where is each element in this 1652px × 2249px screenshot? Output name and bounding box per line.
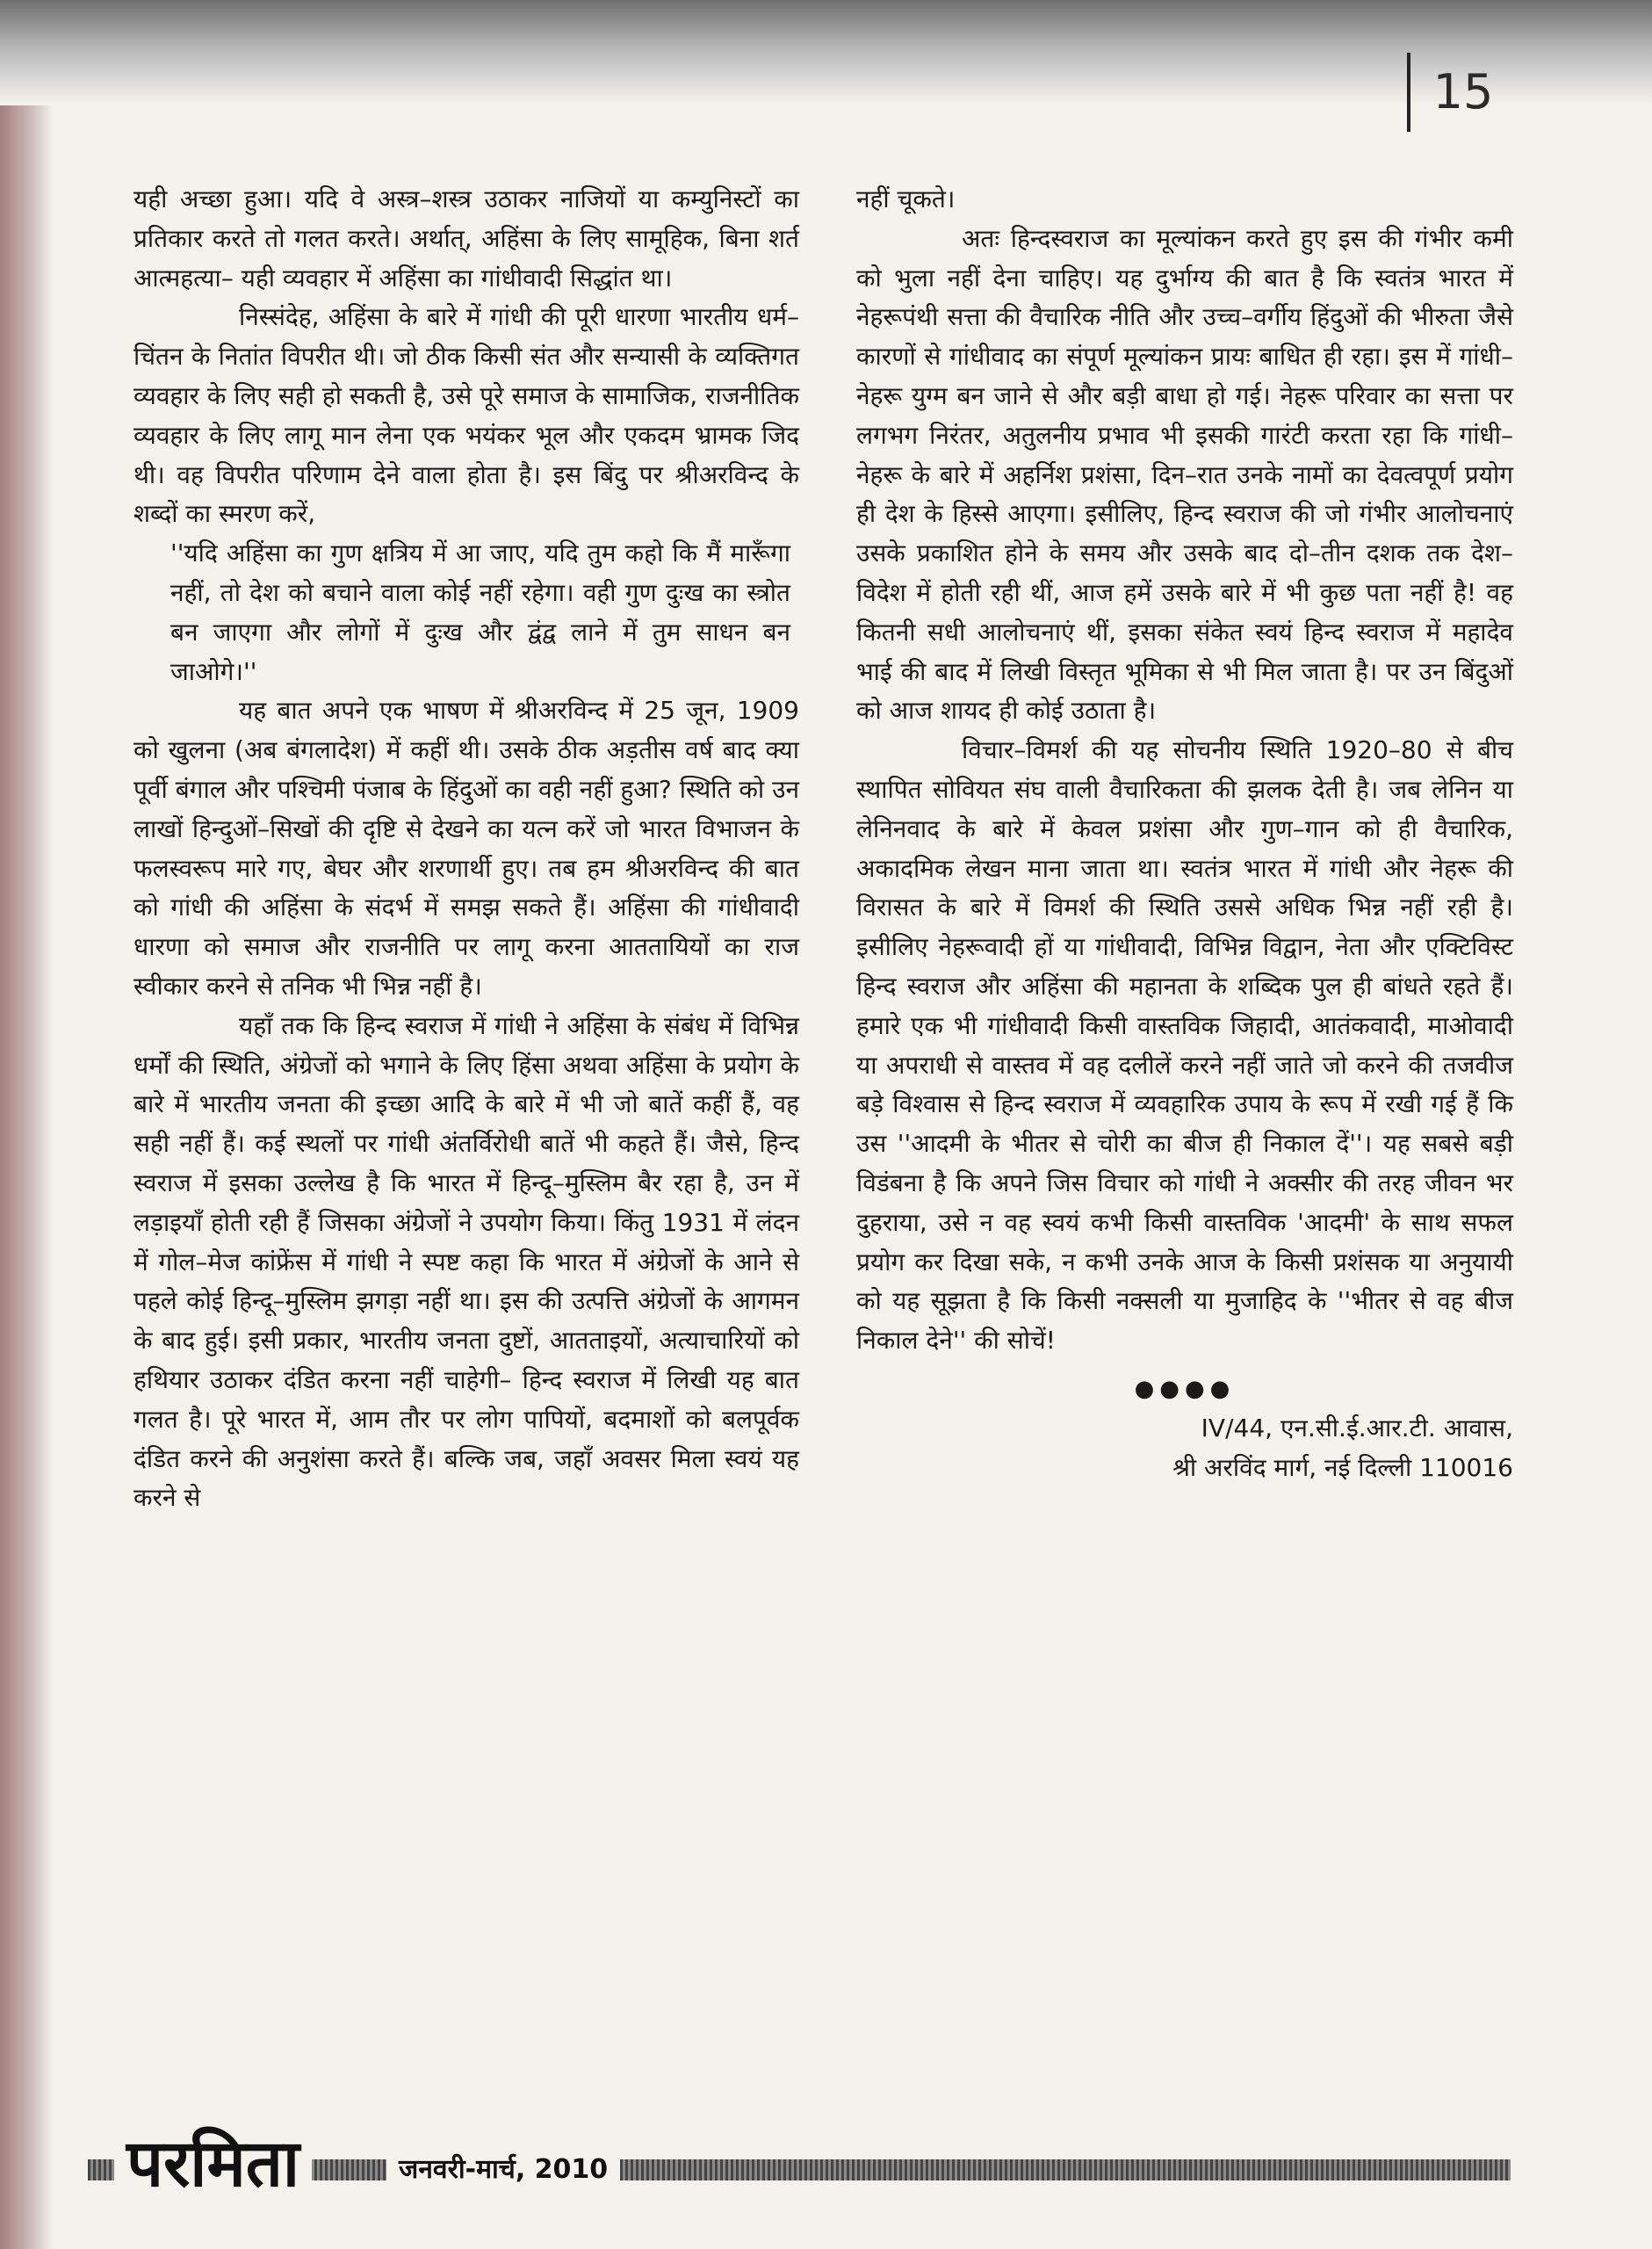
author-address-line: श्री अरविंद मार्ग, नई दिल्ली 110016: [1172, 1452, 1513, 1482]
header-band: [0, 0, 1652, 105]
right-column: [856, 180, 1513, 1487]
page-edge-shadow: [0, 0, 53, 2249]
page-number: 15: [1407, 53, 1516, 132]
author-address-line: IV/44, एन.सी.ई.आर.टी. आवास,: [1201, 1413, 1513, 1443]
block-quote: ''यदि अहिंसा का गुण क्षत्रिय में आ जाए, यदि तुम कहो कि मैं मारूँगा नहीं, तो देश को बचाने वाला कोई नहीं रहेगा। वही गुण दुःख का स्त्रोत बन जाएगा और लोगों में दुःख और द्वंद्व लाने में तुम साधन बन जाओगे।'': [170, 539, 790, 686]
paragraph: अतः हिन्दस्वराज का मूल्यांकन करते हुए इस की गंभीर कमी को भुला नहीं देना चाहिए। यह दुर्भाग्य की बात है कि स्वतंत्र भारत में नेहरूपंथी सत्ता की वैचारिक नीति और उच्च–वर्गीय हिंदुओं की भीरुता जैसे कारणों से गांधीवाद का संपूर्ण मूल्यांकन प्रायः बाधित ही रहा। इस में गांधी–नेहरू युग्म बन जाने से और बड़ी बाधा हो गई। नेहरू परिवार का सत्ता पर लगभग निरंतर, अतुलनीय प्रभाव भी इसकी गारंटी करता रहा कि गांधी–नेहरू के बारे में अहर्निश प्रशंसा, दिन–रात उनके नामों का देवत्वपूर्ण प्रयोग ही देश के हिस्से आएगा। इसीलिए, हिन्द स्वराज की जो गंभीर आलोचनाएं उसके प्रकाशित होने के समय और उसके बाद दो–तीन दशक तक देश–विदेश में होती रही थीं, आज हमें उसके बारे में भी कुछ पता नहीं है! वह कितनी सधी आलोचनाएं थीं, इसका संकेत स्वयं हिन्द स्वराज में महादेव भाई की बाद में लिखी विस्तृत भूमिका से भी मिल जाता है। पर उन बिंदुओं को आज शायद ही कोई उठाता है।: [856, 223, 1513, 726]
paragraph: यही अच्छा हुआ। यदि वे अस्त्र–शस्त्र उठाकर नाजियों या कम्युनिस्टों का प्रतिकार करते तो गलत करते। अर्थात्, अहिंसा के लिए सामूहिक, बिना शर्त आत्महत्या– यही व्यवहार में अहिंसा का गांधीवादी सिद्धांत था।: [133, 184, 799, 293]
paragraph: यह बात अपने एक भाषण में श्रीअरविन्द में 25 जून, 1909 को खुलना (अब बंगलादेश) में कहीं थी। उसके ठीक अड़तीस वर्ष बाद क्या पूर्वी बंगाल और पश्चिमी पंजाब के हिंदुओं का वही नहीं हुआ? स्थिति को उन लाखों हिन्दुओं–सिखों की दृष्टि से देखने का यत्न करें जो भारत विभाजन के फलस्वरूप मारे गए, बेघर और शरणार्थी हुए। तब हम श्रीअरविन्द की बात को गांधी की अहिंसा के संदर्भ में समझ सकते हैं। अहिंसा की गांधीवादी धारणा को समाज और राजनीति पर लागू करना आततायियों का राज स्वीकार करने से तनिक भी भिन्न नहीं है।: [133, 696, 799, 1001]
paragraph: नहीं चूकते।: [856, 184, 956, 213]
left-column: [133, 180, 799, 1518]
paragraph: यहाँ तक कि हिन्द स्वराज में गांधी ने अहिंसा के संबंध में विभिन्न धर्मों की स्थिति, अंग्रेजों को भगाने के लिए हिंसा अथवा अहिंसा के प्रयोग के बारे में भारतीय जनता की इच्छा आदि के बारे में भी जो बातें कहीं हैं, वह सही नहीं हैं। कई स्थलों पर गांधी अंतर्विरोधी बातें भी कहते हैं। जैसे, हिन्द स्वराज में इसका उल्लेख है कि भारत में हिन्दू–मुस्लिम बैर रहा है, उन में लड़ाइयाँ होती रही हैं जिसका अंग्रेजों ने उपयोग किया। किंतु 1931 में लंदन में गोल–मेज कांफ्रेंस में गांधी ने स्पष्ट कहा कि भारत में अंग्रेजों के आने से पहले कोई हिन्दू–मुस्लिम झगड़ा नहीं था। इस की उत्पत्ति अंग्रेजों के आगमन के बाद हुई। इसी प्रकार, भारतीय जनता दुष्टों, आतताइयों, अत्याचारियों को हथियार उठाकर दंडित करना नहीं चाहेगी– हिन्द स्वराज में लिखी यह बात गलत है। पूरे भारत में, आम तौर पर लोग पापियों, बदमाशों को बलपूर्वक दंडित करने की अनुशंसा करते हैं। बल्कि जब, जहाँ अवसर मिला स्वयं यह करने से: [133, 1010, 799, 1513]
paragraph: निस्संदेह, अहिंसा के बारे में गांधी की पूरी धारणा भारतीय धर्म–चिंतन के नितांत विपरीत थी। जो ठीक किसी संत और सन्यासी के व्यक्तिगत व्यवहार के लिए सही हो सकती है, उसे पूरे समाज के सामाजिक, राजनीतिक व्यवहार के लिए लागू मान लेना एक भयंकर भूल और एकदम भ्रामक जिद थी। वह विपरीत परिणाम देने वाला होता है। इस बिंदु पर श्रीअरविन्द के शब्दों का स्मरण करें,: [133, 302, 799, 529]
paragraph: विचार–विमर्श की यह सोचनीय स्थिति 1920–80 से बीच स्थापित सोवियत संघ वाली वैचारिकता की झलक देती है। जब लेनिन या लेनिनवाद के बारे में केवल प्रशंसा और गुण–गान को ही वैचारिक, अकादमिक लेखन माना जाता था। स्वतंत्र भारत में गांधी और नेहरू की विरासत के बारे में विमर्श की स्थिति उससे अधिक भिन्न नहीं रही है। इसीलिए नेहरूवादी हों या गांधीवादी, विभिन्न विद्वान, नेता और एक्टिविस्ट हिन्द स्वराज और अहिंसा की महानता के शब्दिक पुल ही बांधते रहते हैं। हमारे एक भी गांधीवादी किसी वास्तविक जिहादी, आतंकवादी, माओवादी या अपराधी से वास्तव में वह दलीलें करने नहीं जाते जो करने की तजवीज बड़े विश्वास से हिन्द स्वराज में व्यवहारिक उपाय के रूप में रखी गई हैं कि उस ''आदमी के भीतर से चोरी का बीज ही निकाल दें''। यह सबसे बड़ी विडंबना है कि अपने जिस विचार को गांधी ने अक्सीर की तरह जीवन भर दुहराया, उसे न वह स्वयं कभी किसी वास्तविक 'आदमी' के साथ सफल प्रयोग कर दिखा सके, न कभी उनके आज के किसी प्रशंसक या अनुयायी को यह सूझता है कि किसी नक्सली या मुजाहिद के ''भीतर से वह बीज निकाल देने'' की सोचें!: [856, 735, 1513, 1356]
issue-date: जनवरी-मार्च, 2010: [386, 2144, 620, 2196]
section-end-ornament: ●●●●: [1134, 1375, 1236, 1402]
magazine-logo: परमिता: [114, 2124, 312, 2203]
